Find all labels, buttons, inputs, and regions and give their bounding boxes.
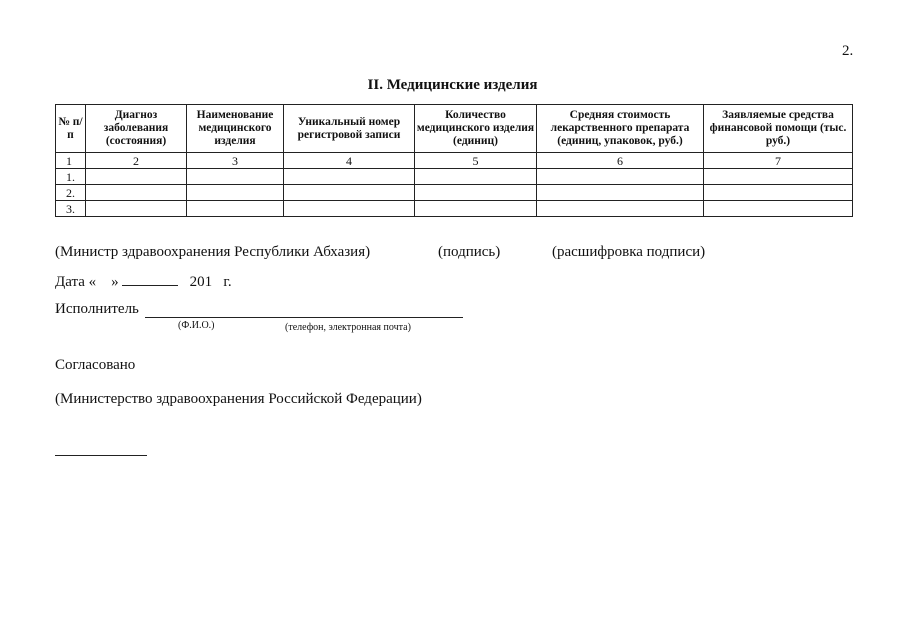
header-average-cost: Средняя стоимость лекарственного препарата (единиц, упаковок, руб.) (537, 105, 704, 153)
table-cell (415, 201, 537, 217)
footer-line (55, 455, 147, 456)
table-row (56, 185, 853, 201)
header-number: № п/п (56, 105, 86, 153)
date-prefix: Дата « (55, 274, 97, 290)
table-cell (537, 201, 704, 217)
column-number: 1 (56, 153, 86, 169)
executor-label: Исполнитель (55, 301, 139, 317)
date-quote-close: » (111, 274, 119, 290)
table-cell (187, 201, 284, 217)
executor-contact-caption: (телефон, электронная почта) (285, 322, 411, 333)
table-row (56, 201, 853, 217)
column-number: 2 (86, 153, 187, 169)
table-cell (86, 185, 187, 201)
table-cell (187, 185, 284, 201)
row-number: 1. (56, 169, 86, 185)
decryption-label: (расшифровка подписи) (552, 244, 706, 260)
official-title: (Министр здравоохранения Республики Абхазия) (55, 244, 371, 260)
table-cell (284, 169, 415, 185)
year-label: г. (223, 274, 232, 290)
column-number: 5 (415, 153, 537, 169)
table-cell (86, 169, 187, 185)
table-cell (415, 169, 537, 185)
column-numbers-row (56, 153, 853, 169)
table-cell (537, 169, 704, 185)
table-cell (284, 201, 415, 217)
row-number: 2. (56, 185, 86, 201)
column-number: 3 (187, 153, 284, 169)
table-header-row (56, 105, 853, 153)
signature-label: (подпись) (438, 244, 501, 260)
year-prefix: 20 (189, 274, 205, 290)
date-line (55, 272, 232, 291)
column-number: 7 (704, 153, 853, 169)
month-blank (122, 272, 178, 286)
page-number: 2. (842, 43, 854, 59)
header-diagnosis: Диагноз заболевания (состояния) (86, 105, 187, 153)
table-cell (187, 169, 284, 185)
ministry-rf: (Министерство здравоохранения Российской Федерации) (55, 391, 422, 407)
medical-devices-table (55, 104, 853, 217)
header-device-name: Наименование медицинского изделия (187, 105, 284, 153)
section-title: II. Медицинские изделия (367, 77, 538, 93)
table-cell (704, 201, 853, 217)
header-requested-funds: Заявляемые средства финансовой помощи (тыс. руб.) (704, 105, 853, 153)
year-suffix: 1 (204, 274, 213, 290)
table-cell (704, 169, 853, 185)
table-cell (704, 185, 853, 201)
table-cell (86, 201, 187, 217)
table-cell (284, 185, 415, 201)
header-quantity: Количество медицинского изделия (единиц) (415, 105, 537, 153)
executor-name-caption: (Ф.И.О.) (178, 320, 215, 331)
table-row (56, 169, 853, 185)
table-cell (415, 185, 537, 201)
approved-label: Согласовано (55, 357, 136, 373)
column-number: 6 (537, 153, 704, 169)
table-cell (537, 185, 704, 201)
column-number: 4 (284, 153, 415, 169)
row-number: 3. (56, 201, 86, 217)
executor-line (145, 317, 463, 318)
header-registry-number: Уникальный номер регистровой записи (284, 105, 415, 153)
